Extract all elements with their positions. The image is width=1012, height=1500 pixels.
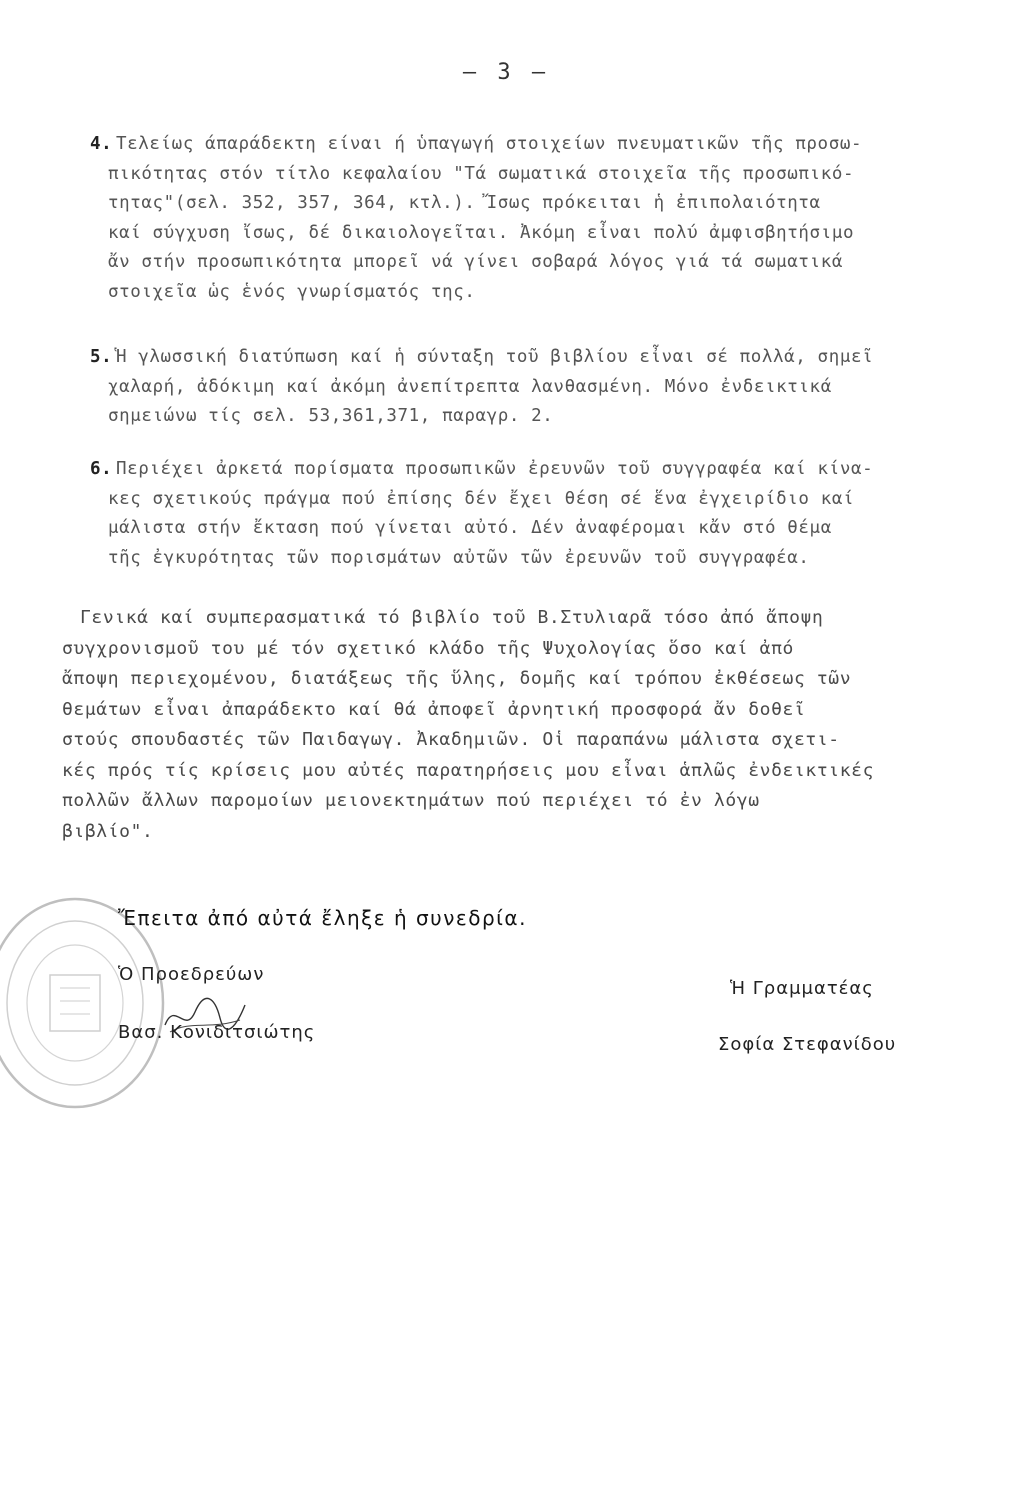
list-item-6 xyxy=(90,455,980,573)
item-line: κες σχετικούς πράγμα πού ἐπίσης δέν ἔχει θέση σέ ἕνα ἐγχειρίδιο καί xyxy=(108,488,855,509)
item-number: 6. xyxy=(90,459,113,479)
chairman-title: Ὁ Προεδρεύων xyxy=(118,964,265,985)
item-line: Τελείως άπαράδεκτη είναι ή ὑπαγωγή στοιχείων πνευματικῶν τῆς προσω- xyxy=(116,134,863,154)
item-line: μάλιστα στήν ἔκταση πού γίνεται αὐτό. Δέν ἀναφέρομαι κἄν στό θέμα xyxy=(108,518,832,538)
summary-line: βιβλίο". xyxy=(62,820,154,842)
summary-line: Γενικά καί συμπερασματικά τό βιβλίο τοῦ Β.Στυλιαρᾶ τόσο ἀπό ἄποψη xyxy=(80,607,824,628)
item-number: 4. xyxy=(90,134,113,154)
item-line: στοιχεῖα ὡς ἑνός γνωρίσματός της. xyxy=(108,281,476,302)
list-item-5 xyxy=(90,343,980,432)
summary-line: θεμάτων εἶναι ἀπαράδεκτο καί θά ἀποφεῖ ἀρνητική προσφορά ἄν δοθεῖ xyxy=(62,698,806,720)
summary-paragraph xyxy=(62,603,982,847)
item-line: τῆς ἐγκυρότητας τῶν πορισμάτων αὐτῶν τῶν ἐρευνῶν τοῦ συγγραφέα. xyxy=(108,547,810,568)
summary-line: συγχρονισμοῦ του μέ τόν σχετικό κλάδο τῆς Ψυχολογίας ὅσο καί ἀπό xyxy=(62,637,794,659)
item-line: τητας"(σελ. 352, 357, 364, κτλ.). Ἴσως πρόκειται ἡ ἐπιπολαιότητα xyxy=(108,193,821,213)
item-line: ἄν στήν προσωπικότητα μπορεῖ νά γίνει σοβαρά λόγος γιά τά σωματικά xyxy=(108,252,843,272)
item-number: 5. xyxy=(90,347,113,367)
summary-line: πολλῶν ἄλλων παρομοίων μειονεκτημάτων πού περιέχει τό ἐν λόγω xyxy=(62,790,760,811)
page-number: – 3 – xyxy=(462,60,550,85)
summary-line: κές πρός τίς κρίσεις μου αὐτές παρατηρήσεις μου εἶναι ἁπλῶς ἐνδεικτικές xyxy=(62,759,875,781)
item-line: Περιέχει ἀρκετά πορίσματα προσωπικῶν ἐρευνῶν τοῦ συγγραφέα καί κίνα- xyxy=(116,459,874,479)
summary-line: στούς σπουδαστές τῶν Παιδαγωγ. Ἀκαδημιῶν. Οἱ παραπάνω μάλιστα σχετι- xyxy=(62,729,840,750)
secretary-name: Σοφία Στεφανίδου xyxy=(718,1034,897,1055)
list-item-4 xyxy=(90,130,980,307)
closing-sentence: Ἔπειτα ἀπό αὐτά ἔληξε ἡ συνεδρία. xyxy=(118,906,527,930)
item-line: πικότητας στόν τίτλο κεφαλαίου "Τά σωματικά στοιχεῖα τῆς προσωπικό- xyxy=(108,163,855,184)
item-line: Ἡ γλωσσική διατύπωση καί ἡ σύνταξη τοῦ βιβλίου εἶναι σέ πολλά, σημεῖ xyxy=(116,347,874,367)
item-line: καί σύγχυση ἴσως, δέ δικαιολογεῖται. Ἀκόμη εἶναι πολύ ἀμφισβητήσιμο xyxy=(108,222,855,243)
item-line: χαλαρή, ἀδόκιμη καί ἀκόμη ἀνεπίτρεπτα λανθασμένη. Μόνο ἐνδεικτικά xyxy=(108,376,832,397)
secretary-title: Ἡ Γραμματέας xyxy=(730,978,874,999)
item-line: σημειώνω τίς σελ. 53,361,371, παραγρ. 2. xyxy=(108,406,554,426)
chairman-name: Βασ. Κονιδιτσιώτης xyxy=(118,1022,316,1043)
summary-line: ἄποψη περιεχομένου, διατάξεως τῆς ὕλης, δομῆς καί τρόπου ἐκθέσεως τῶν xyxy=(62,668,852,689)
